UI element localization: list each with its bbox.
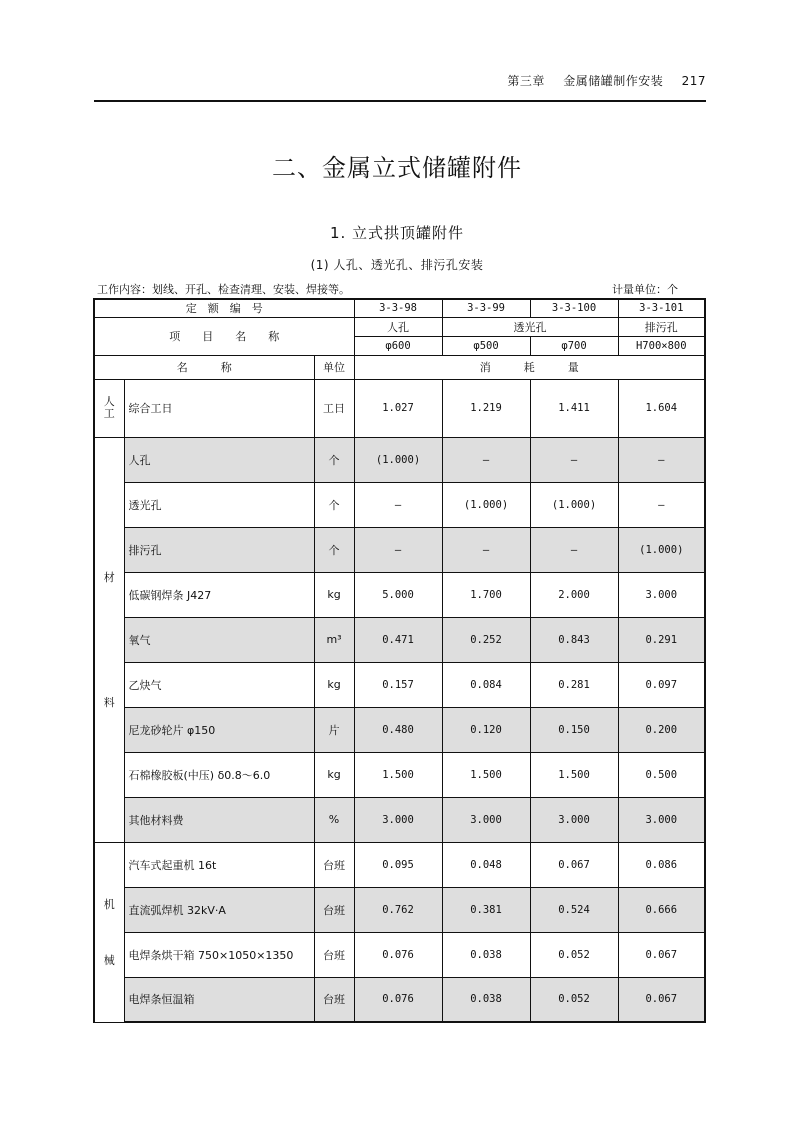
item-name-cell: 电焊条恒温箱 xyxy=(124,977,314,1022)
value-cell: 0.291 xyxy=(618,617,705,662)
chapter-number: 第三章 xyxy=(507,74,545,88)
unit-cell: kg xyxy=(314,572,354,617)
category-char: 工 xyxy=(103,407,115,420)
group-cell: 排污孔 xyxy=(618,317,705,336)
section-title: 1. 立式拱顶罐附件 xyxy=(329,224,465,242)
unit-cell: 台班 xyxy=(314,842,354,887)
item-name-cell: 人孔 xyxy=(124,437,314,482)
value-cell: 0.666 xyxy=(618,887,705,932)
value-cell: 1.500 xyxy=(530,752,618,797)
group-cell: 人孔 xyxy=(354,317,442,336)
category-cell xyxy=(94,437,124,842)
value-cell: — xyxy=(530,527,618,572)
unit-cell: 片 xyxy=(314,707,354,752)
spec-cell: φ500 xyxy=(442,336,530,355)
item-name-cell: 透光孔 xyxy=(124,482,314,527)
running-header xyxy=(94,72,706,94)
value-cell: — xyxy=(618,437,705,482)
item-name-cell: 排污孔 xyxy=(124,527,314,572)
item-name-cell: 氧气 xyxy=(124,617,314,662)
value-cell: 0.038 xyxy=(442,932,530,977)
item-name-cell: 低碳钢焊条 J427 xyxy=(124,572,314,617)
category-char: 人 xyxy=(103,394,115,408)
item-name-cell: 电焊条烘干箱 750×1050×1350 xyxy=(124,932,314,977)
value-cell: — xyxy=(442,437,530,482)
spec-cell: H700×800 xyxy=(618,336,705,355)
value-cell: 0.038 xyxy=(442,977,530,1022)
item-name-label: 项 目 名 称 xyxy=(94,317,354,355)
value-cell: 3.000 xyxy=(618,572,705,617)
value-cell: (1.000) xyxy=(442,482,530,527)
unit-cell: kg xyxy=(314,662,354,707)
value-cell: 1.604 xyxy=(618,379,705,437)
value-cell: 3.000 xyxy=(530,797,618,842)
value-cell: 0.524 xyxy=(530,887,618,932)
value-cell: 2.000 xyxy=(530,572,618,617)
value-cell: 0.843 xyxy=(530,617,618,662)
header-rule xyxy=(94,100,706,102)
page-title: 二、金属立式储罐附件 xyxy=(272,154,522,182)
value-cell: 1.500 xyxy=(442,752,530,797)
unit-cell: kg xyxy=(314,752,354,797)
value-cell: (1.000) xyxy=(530,482,618,527)
value-cell: 0.076 xyxy=(354,977,442,1022)
item-name-cell: 尼龙砂轮片 φ150 xyxy=(124,707,314,752)
item-name-cell: 汽车式起重机 16t xyxy=(124,842,314,887)
unit-cell: % xyxy=(314,797,354,842)
item-name-cell: 石棉橡胶板(中压) δ0.8～6.0 xyxy=(124,752,314,797)
table-row xyxy=(94,572,705,617)
value-cell: 0.281 xyxy=(530,662,618,707)
table-row xyxy=(94,379,705,437)
value-cell: 1.500 xyxy=(354,752,442,797)
spec-cell: φ600 xyxy=(354,336,442,355)
consumption-header: 消 耗 量 xyxy=(354,355,705,379)
item-name-cell: 其他材料费 xyxy=(124,797,314,842)
code-label: 定 额 编 号 xyxy=(94,299,354,317)
value-cell: 0.067 xyxy=(618,932,705,977)
unit-cell: 台班 xyxy=(314,977,354,1022)
value-cell: 0.252 xyxy=(442,617,530,662)
value-cell: 0.500 xyxy=(618,752,705,797)
table-row xyxy=(94,527,705,572)
machine-section xyxy=(94,842,705,1022)
value-cell: 0.097 xyxy=(618,662,705,707)
table-row xyxy=(94,842,705,887)
unit-cell: 个 xyxy=(314,527,354,572)
value-cell: 1.411 xyxy=(530,379,618,437)
value-cell: 0.048 xyxy=(442,842,530,887)
table-row xyxy=(94,932,705,977)
value-cell: 0.200 xyxy=(618,707,705,752)
value-cell: 3.000 xyxy=(618,797,705,842)
table-row xyxy=(94,887,705,932)
value-cell: — xyxy=(530,437,618,482)
value-cell: 1.219 xyxy=(442,379,530,437)
value-cell: 0.157 xyxy=(354,662,442,707)
work-content-note: 工作内容：划线、开孔、检查清理、安装、焊接等。 xyxy=(97,283,350,296)
value-cell: 0.480 xyxy=(354,707,442,752)
value-cell: 0.471 xyxy=(354,617,442,662)
item-name-cell: 综合工日 xyxy=(124,379,314,437)
value-cell: 0.086 xyxy=(618,842,705,887)
group-row xyxy=(94,317,705,336)
group-cell: 透光孔 xyxy=(442,317,618,336)
unit-cell: 台班 xyxy=(314,887,354,932)
code-cell: 3-3-99 xyxy=(442,299,530,317)
value-cell: 0.762 xyxy=(354,887,442,932)
value-cell: 0.095 xyxy=(354,842,442,887)
category-char: 料 xyxy=(103,696,115,710)
value-cell: — xyxy=(354,482,442,527)
unit-cell: 个 xyxy=(314,437,354,482)
value-cell: — xyxy=(354,527,442,572)
table-row xyxy=(94,662,705,707)
unit-cell: 工日 xyxy=(314,379,354,437)
page-number: 217 xyxy=(681,74,706,88)
item-name-cell: 直流弧焊机 32kV·A xyxy=(124,887,314,932)
value-cell: 5.000 xyxy=(354,572,442,617)
unit-cell: 个 xyxy=(314,482,354,527)
spec-cell: φ700 xyxy=(530,336,618,355)
value-cell: 0.150 xyxy=(530,707,618,752)
code-cell: 3-3-98 xyxy=(354,299,442,317)
table-row xyxy=(94,437,705,482)
category-cell xyxy=(94,379,124,437)
unit-cell: 台班 xyxy=(314,932,354,977)
value-cell: 0.052 xyxy=(530,932,618,977)
value-cell: 0.381 xyxy=(442,887,530,932)
item-name-cell: 乙炔气 xyxy=(124,662,314,707)
table-row xyxy=(94,482,705,527)
value-cell: 0.084 xyxy=(442,662,530,707)
measurement-unit-note: 计量单位：个 xyxy=(612,283,678,296)
value-cell: — xyxy=(442,527,530,572)
value-cell: 0.052 xyxy=(530,977,618,1022)
table-row xyxy=(94,617,705,662)
chapter-title: 金属储罐制作安装 xyxy=(563,74,664,88)
code-row xyxy=(94,299,705,317)
value-cell: (1.000) xyxy=(354,437,442,482)
name-header: 名 称 xyxy=(94,355,314,379)
material-section xyxy=(94,437,705,842)
table-row xyxy=(94,707,705,752)
column-header-row xyxy=(94,355,705,379)
code-cell: 3-3-100 xyxy=(530,299,618,317)
table-row xyxy=(94,752,705,797)
category-cell xyxy=(94,842,124,1022)
labor-section xyxy=(94,379,705,437)
unit-cell: m³ xyxy=(314,617,354,662)
value-cell: 1.700 xyxy=(442,572,530,617)
value-cell: 1.027 xyxy=(354,379,442,437)
table-row xyxy=(94,977,705,1022)
quota-table xyxy=(93,298,706,1023)
code-cell: 3-3-101 xyxy=(618,299,705,317)
value-cell: 0.076 xyxy=(354,932,442,977)
value-cell: 0.067 xyxy=(530,842,618,887)
value-cell: — xyxy=(618,482,705,527)
category-char: 械 xyxy=(103,953,115,967)
table-row xyxy=(94,797,705,842)
unit-header: 单位 xyxy=(314,355,354,379)
value-cell: (1.000) xyxy=(618,527,705,572)
category-char: 机 xyxy=(103,898,115,912)
value-cell: 3.000 xyxy=(354,797,442,842)
subsection-title: (1) 人孔、透光孔、排污孔安装 xyxy=(310,258,484,272)
value-cell: 0.120 xyxy=(442,707,530,752)
category-char: 材 xyxy=(103,570,115,584)
value-cell: 3.000 xyxy=(442,797,530,842)
value-cell: 0.067 xyxy=(618,977,705,1022)
